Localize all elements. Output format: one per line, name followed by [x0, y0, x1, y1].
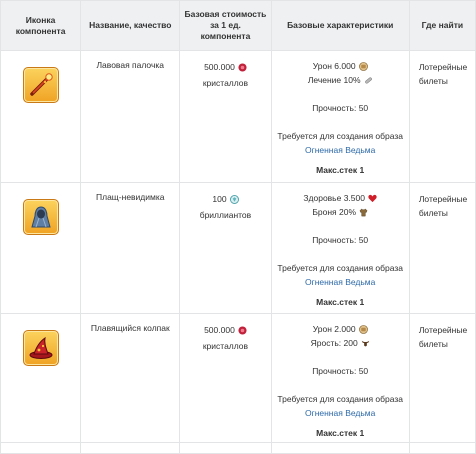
- icon-cell: [1, 314, 81, 443]
- stat-damage: Урон 6.000: [312, 61, 356, 71]
- crystal-icon: [238, 326, 247, 335]
- max-stack: Макс.стек 1: [316, 297, 365, 307]
- cloak-icon: [23, 199, 59, 235]
- header-cost: Базовая стоимость за 1 ед. компонента: [180, 1, 271, 51]
- table-row-partial: [1, 443, 476, 454]
- required-text: Требуется для создания образа: [277, 131, 403, 141]
- where-text: Лотерейные билеты: [418, 194, 468, 218]
- stat-damage: Урон 2.000: [312, 324, 356, 334]
- price-currency: бриллиантов: [199, 210, 252, 220]
- header-icon: Иконка компонента: [1, 1, 81, 51]
- item-name: Плавящийся колпак: [90, 323, 170, 333]
- empty-cell: [1, 443, 81, 454]
- costume-link[interactable]: Огненная Ведьма: [304, 145, 376, 155]
- header-stats: Базовые характеристики: [271, 1, 409, 51]
- melting-hat-icon: [23, 330, 59, 366]
- max-stack: Макс.стек 1: [316, 428, 365, 438]
- empty-cell: [180, 443, 271, 454]
- durability-text: Прочность: 50: [312, 366, 369, 376]
- max-stack: Макс.стек 1: [316, 165, 365, 175]
- name-cell: [81, 314, 180, 443]
- where-cell: [409, 183, 475, 314]
- costume-link[interactable]: Огненная Ведьма: [304, 408, 376, 418]
- bandage-icon: [364, 76, 373, 85]
- table-row: [1, 51, 476, 183]
- stats-cell: [271, 183, 409, 314]
- where-text: Лотерейные билеты: [418, 325, 468, 349]
- cost-cell: [180, 314, 271, 443]
- durability-text: Прочность: 50: [312, 235, 369, 245]
- stat-health: Здоровье 3.500: [303, 193, 365, 203]
- stats-cell: [271, 51, 409, 183]
- where-cell: [409, 314, 475, 443]
- header-row: [1, 1, 476, 51]
- price-currency: кристаллов: [202, 78, 249, 88]
- table-row: [1, 183, 476, 314]
- shirt-icon: [359, 208, 368, 217]
- required-text: Требуется для создания образа: [277, 263, 403, 273]
- header-name: Название, качество: [81, 1, 180, 51]
- header-where: Где найти: [409, 1, 475, 51]
- stat-armor: Броня 20%: [312, 207, 357, 217]
- diamond-icon: [230, 195, 239, 204]
- icon-cell: [1, 51, 81, 183]
- price-amount: 100: [212, 194, 227, 204]
- name-cell: [81, 183, 180, 314]
- required-text: Требуется для создания образа: [277, 394, 403, 404]
- stat-rage: Ярость: 200: [310, 338, 358, 348]
- cost-cell: [180, 51, 271, 183]
- price-amount: 500.000: [204, 62, 235, 72]
- lava-wand-icon: [23, 67, 59, 103]
- fist-icon: [359, 325, 368, 334]
- icon-cell: [1, 183, 81, 314]
- cost-cell: [180, 183, 271, 314]
- empty-cell: [271, 443, 409, 454]
- where-cell: [409, 51, 475, 183]
- costume-link[interactable]: Огненная Ведьма: [304, 277, 376, 287]
- fist-icon: [359, 62, 368, 71]
- empty-cell: [81, 443, 180, 454]
- bull-icon: [361, 339, 370, 348]
- price-amount: 500.000: [204, 325, 235, 335]
- stat-healing: Лечение 10%: [307, 75, 361, 85]
- durability-text: Прочность: 50: [312, 103, 369, 113]
- crystal-icon: [238, 63, 247, 72]
- stats-cell: [271, 314, 409, 443]
- table-row: [1, 314, 476, 443]
- item-name: Плащ-невидимка: [96, 192, 165, 202]
- where-text: Лотерейные билеты: [418, 62, 468, 86]
- heart-icon: [368, 194, 377, 203]
- empty-cell: [409, 443, 475, 454]
- name-cell: [81, 51, 180, 183]
- item-name: Лавовая палочка: [96, 60, 165, 70]
- price-currency: кристаллов: [202, 341, 249, 351]
